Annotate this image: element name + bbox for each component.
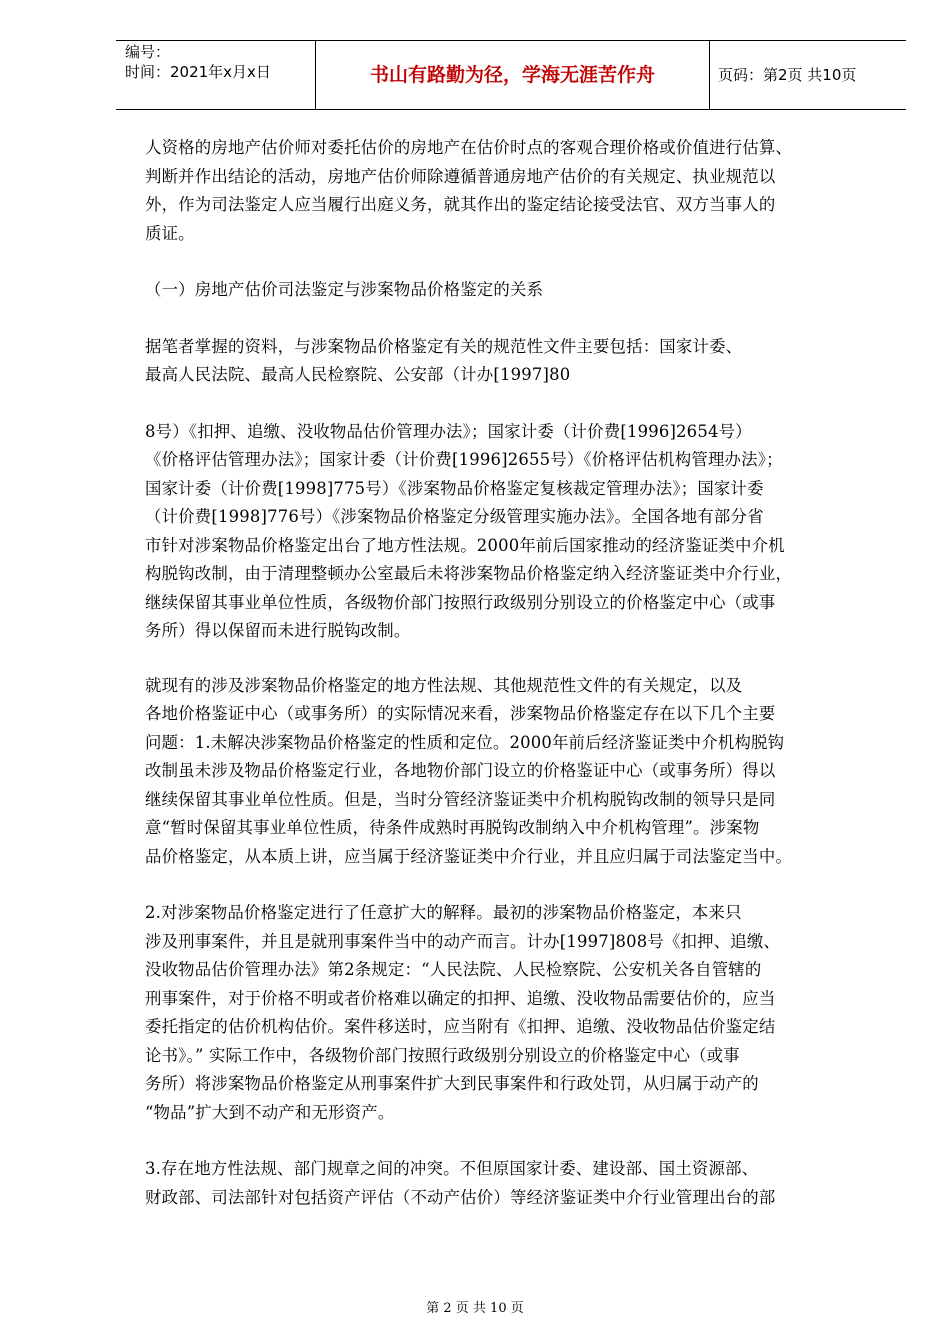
- body-line: 质证。: [145, 223, 195, 243]
- body-line: 2.对涉案物品价格鉴定进行了任意扩大的解释。最初的涉案物品价格鉴定，本来只: [145, 903, 742, 922]
- body-line: “物品”扩大到不动产和无形资产。: [145, 1102, 395, 1122]
- body-line: 最高人民法院、最高人民检察院、公安部（计办[1997]80: [145, 365, 571, 384]
- body-line: 刑事案件，对于价格不明或者价格难以确定的扣押、追缴、没收物品需要估价的，应当: [145, 988, 776, 1008]
- body-line: 意“暂时保留其事业单位性质，待条件成熟时再脱钩改制纳入中介机构管理”。涉案物: [145, 818, 760, 837]
- body-line: 人资格的房地产估价师对委托估价的房地产在估价时点的客观合理价格或价值进行估算、: [145, 138, 793, 157]
- body-line: 《价格评估管理办法》；国家计委（计价费[1996]2655号）《价格评估机构管理办法》；: [145, 450, 783, 469]
- body-line: 涉及刑事案件，并且是就刑事案件当中的动产而言。计办[1997]808号《扣押、追缴、: [145, 931, 781, 951]
- body-line: 没收物品估价管理办法》第2条规定：“人民法院、人民检察院、公安机关各自管辖的: [145, 960, 762, 979]
- body-line: 国家计委（计价费[1998]775号）《涉案物品价格鉴定复核裁定管理办法》；国家计委: [145, 478, 764, 498]
- body-line: 品价格鉴定，从本质上讲，应当属于经济鉴证类中介行业，并且应归属于司法鉴定当中。: [145, 846, 793, 866]
- page-footer: 第 2 页 共 10 页: [426, 1301, 524, 1316]
- body-line: 8号）《扣押、追缴、没收物品估价管理办法》；国家计委（计价费[1996]2654号）: [145, 421, 752, 441]
- header-page-number: 页码：第2页 共10页: [718, 66, 857, 84]
- body-line: 3.存在地方性法规、部门规章之间的冲突。不但原国家计委、建设部、国土资源部、: [145, 1159, 759, 1178]
- body-line: 继续保留其事业单位性质，各级物价部门按照行政级别分别设立的价格鉴定中心（或事: [145, 592, 776, 612]
- body-line: 务所）得以保留而未进行脱钩改制。: [145, 621, 411, 640]
- body-line: 改制虽未涉及物品价格鉴定行业，各地物价部门设立的价格鉴证中心（或事务所）得以: [145, 761, 776, 780]
- body-line: 委托指定的估价机构估价。案件移送时，应当附有《扣押、追缴、没收物品估价鉴定结: [145, 1017, 776, 1036]
- body-line: 据笔者掌握的资料，与涉案物品价格鉴定有关的规范性文件主要包括：国家计委、: [145, 336, 743, 356]
- header-motto-cell: [316, 41, 710, 109]
- header-motto: 书山有路勤为径，学海无涯苦作舟: [369, 64, 655, 86]
- body-line: 市针对涉案物品价格鉴定出台了地方性法规。2000年前后国家推动的经济鉴证类中介机: [145, 535, 785, 555]
- document-body: [145, 134, 881, 1212]
- body-line: 就现有的涉及涉案物品价格鉴定的地方性法规、其他规范性文件的有关规定，以及: [145, 675, 743, 695]
- body-line: （计价费[1998]776号）《涉案物品价格鉴定分级管理实施办法》。全国各地有部分省: [145, 507, 764, 526]
- body-line: 问题：1.未解决涉案物品价格鉴定的性质和定位。2000年前后经济鉴证类中介机构脱钩: [145, 732, 785, 752]
- section-heading: （一）房地产估价司法鉴定与涉案物品价格鉴定的关系: [145, 280, 544, 299]
- document-time-label: 时间：2021年x月x日: [125, 63, 271, 81]
- document-number-label: 编号：: [125, 43, 171, 61]
- body-line: 外，作为司法鉴定人应当履行出庭义务，就其作出的鉴定结论接受法官、双方当事人的: [145, 195, 776, 214]
- body-line: 构脱钩改制，由于清理整顿办公室最后未将涉案物品价格鉴定纳入经济鉴证类中介行业，: [145, 564, 793, 583]
- body-line: 务所）将涉案物品价格鉴定从刑事案件扩大到民事案件和行政处罚，从归属于动产的: [145, 1074, 759, 1093]
- page-header: [116, 40, 906, 110]
- header-meta-cell: [116, 41, 316, 109]
- body-line: 财政部、司法部针对包括资产评估（不动产估价）等经济鉴证类中介行业管理出台的部: [145, 1187, 776, 1207]
- body-line: 论书》。” 实际工作中，各级物价部门按照行政级别分别设立的价格鉴定中心（或事: [145, 1045, 740, 1065]
- body-line: 继续保留其事业单位性质。但是，当时分管经济鉴证类中介机构脱钩改制的领导只是同: [145, 789, 776, 809]
- header-page-cell: [710, 41, 906, 109]
- body-line: 各地价格鉴证中心（或事务所）的实际情况来看，涉案物品价格鉴定存在以下几个主要: [145, 704, 776, 723]
- body-line: 判断并作出结论的活动，房地产估价师除遵循普通房地产估价的有关规定、执业规范以: [145, 166, 776, 186]
